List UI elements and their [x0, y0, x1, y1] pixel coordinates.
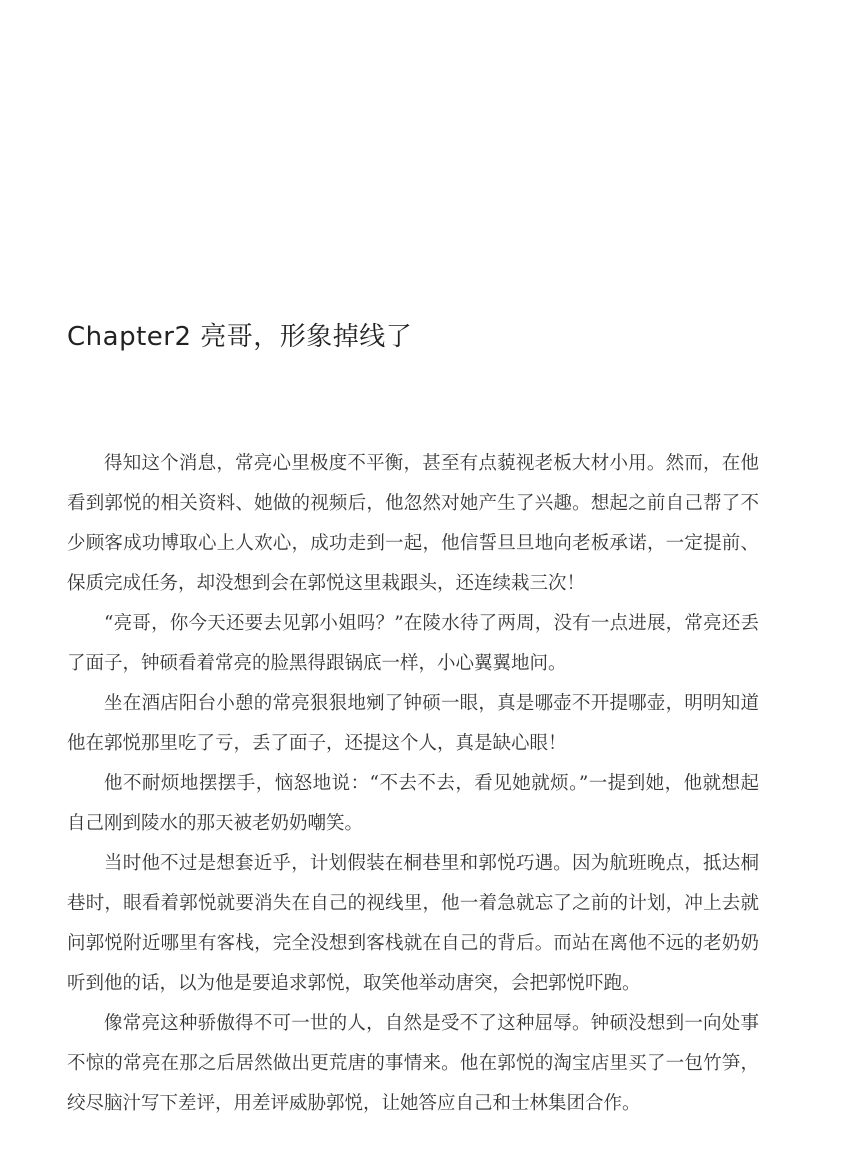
paragraph: 坐在酒店阳台小憩的常亮狠狠地剜了钟硕一眼，真是哪壶不开提哪壶，明明知道他在郭悦那里吃了亏，丢了面子，还提这个人，真是缺心眼！ [67, 693, 759, 754]
paragraph: 像常亮这种骄傲得不可一世的人，自然是受不了这种屈辱。钟硕没想到一向处事不惊的常亮在那之后居然做出更荒唐的事情来。他在郭悦的淘宝店里买了一包竹笋，绞尽脑汁写下差评，用差评威胁郭悦，让她答应自己和士林集团合作。 [67, 1013, 759, 1114]
paragraph: 当时他不过是想套近乎，计划假装在桐巷里和郭悦巧遇。因为航班晚点，抵达桐巷时，眼看着郭悦就要消失在自己的视线里，他一着急就忘了之前的计划，冲上去就问郭悦附近哪里有客栈，完全没想到客栈就在自己的背后。而站在离他不远的老奶奶听到他的话，以为他是要追求郭悦，取笑他举动唐突，会把郭悦吓跑。 [67, 853, 759, 994]
paragraph: 他不耐烦地摆摆手，恼怒地说：“不去不去，看见她就烦。”一提到她，他就想起自己刚到陵水的那天被老奶奶嘲笑。 [67, 773, 759, 834]
chapter-title: Chapter2 亮哥，形象掉线了 [67, 322, 413, 352]
paragraph: 得知这个消息，常亮心里极度不平衡，甚至有点藐视老板大材小用。然而，在他看到郭悦的相关资料、她做的视频后，他忽然对她产生了兴趣。想起之前自己帮了不少顾客成功博取心上人欢心，成功走到一起，他信誓旦旦地向老板承诺，一定提前、保质完成任务，却没想到会在郭悦这里栽跟头，还连续栽三次！ [67, 453, 759, 594]
paragraph: “亮哥，你今天还要去见郭小姐吗？”在陵水待了两周，没有一点进展，常亮还丢了面子，钟硕看着常亮的脸黑得跟锅底一样，小心翼翼地问。 [67, 613, 759, 674]
chapter-body [67, 444, 759, 1124]
